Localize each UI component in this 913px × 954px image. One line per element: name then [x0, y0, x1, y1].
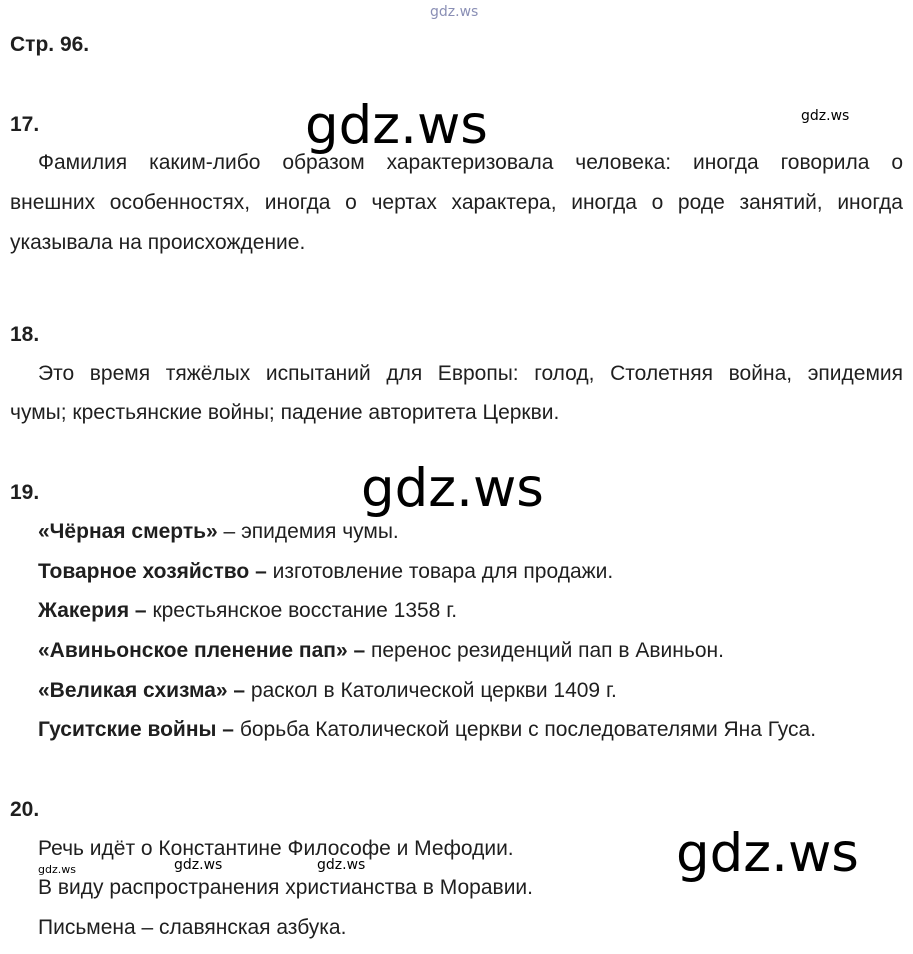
- definition: изготовление товара для продажи.: [266, 560, 614, 583]
- watermark-small: gdz.ws: [174, 857, 223, 873]
- definition: раскол в Католической церкви 1409 г.: [245, 679, 617, 702]
- watermark-small: gdz.ws: [38, 863, 76, 876]
- watermark-large: gdz.ws: [305, 95, 488, 156]
- watermark-large: gdz.ws: [676, 823, 859, 884]
- term: «Чёрная смерть»: [38, 520, 218, 543]
- term-definition-row: [38, 520, 399, 544]
- definition: – эпидемия чумы.: [217, 520, 399, 543]
- term-definition-row: [38, 560, 613, 584]
- section-20-line: В виду распространения христианства в Моравии.: [38, 876, 533, 899]
- definition: перенос резиденций пап в Авиньон.: [365, 639, 724, 662]
- section-20-line: Речь идёт о Константине Философе и Мефодии.: [38, 837, 514, 860]
- section-number-20: 20.: [10, 798, 40, 821]
- section-number-17: 17.: [10, 113, 40, 136]
- section-17-line: внешних особенностях, иногда о чертах характера, иногда о роде занятий, иногда: [10, 191, 903, 214]
- watermark-large: gdz.ws: [361, 458, 544, 519]
- term: Жакерия –: [38, 599, 147, 622]
- section-number-19: 19.: [10, 481, 40, 504]
- term-definition-row: [38, 639, 724, 663]
- section-17-line: указывала на происхождение.: [10, 231, 306, 254]
- section-18-line: Это время тяжёлых испытаний для Европы: голод, Столетняя война, эпидемия: [38, 362, 903, 385]
- section-number-18: 18.: [10, 323, 40, 346]
- page-label: Стр. 96.: [10, 33, 90, 56]
- term: «Великая схизма» –: [38, 679, 246, 702]
- term-definition-row: [38, 599, 457, 623]
- section-20-line: Письмена – славянская азбука.: [38, 916, 347, 939]
- watermark-small: gdz.ws: [801, 108, 850, 124]
- term: Товарное хозяйство –: [38, 560, 267, 583]
- definition: борьба Католической церкви с последователями Яна Гуса.: [233, 718, 817, 741]
- term-definition-row: [38, 679, 617, 703]
- term: Гуситские войны –: [38, 718, 234, 741]
- definition: крестьянское восстание 1358 г.: [146, 599, 458, 622]
- watermark-top: gdz.ws: [430, 4, 479, 20]
- section-18-line: чумы; крестьянские войны; падение авторитета Церкви.: [10, 401, 560, 424]
- term: «Авиньонское пленение пап» –: [38, 639, 366, 662]
- term-definition-row: [38, 718, 816, 742]
- section-17-line: Фамилия каким-либо образом характеризовала человека: иногда говорила о: [38, 151, 903, 174]
- watermark-small: gdz.ws: [317, 857, 366, 873]
